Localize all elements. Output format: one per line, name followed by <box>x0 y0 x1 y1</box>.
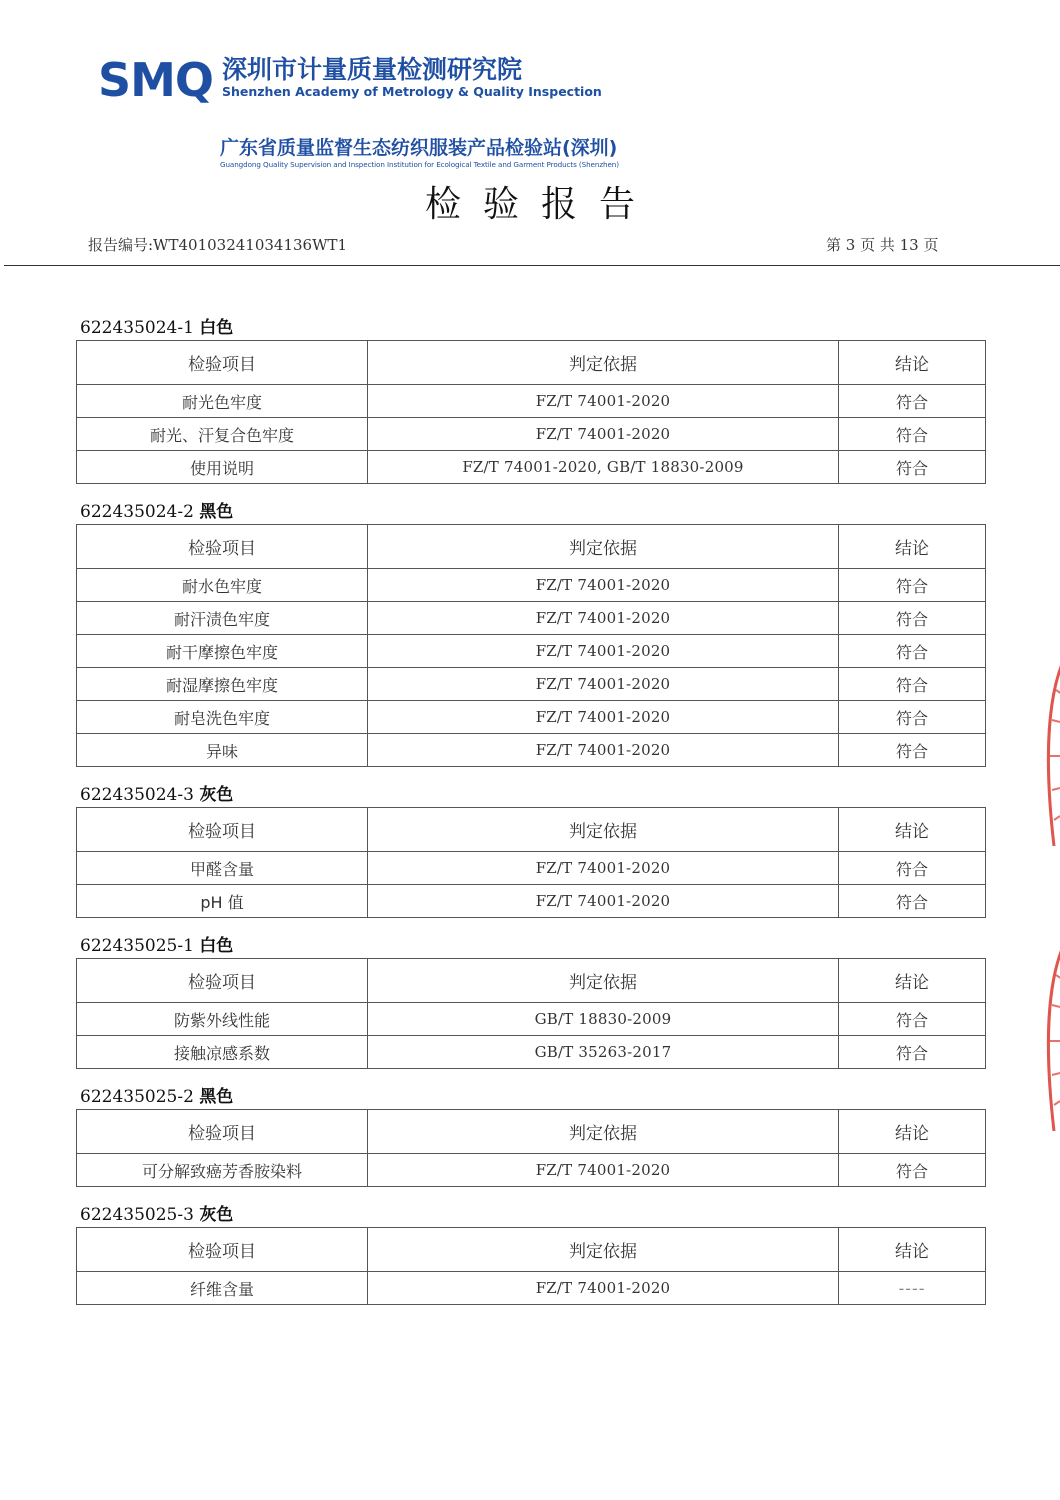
test-item-cell: 纤维含量 <box>77 1272 368 1305</box>
test-item-cell: 耐水色牢度 <box>77 569 368 602</box>
result-cell: 符合 <box>839 418 986 451</box>
table-row <box>77 885 986 918</box>
test-item-cell: 使用说明 <box>77 451 368 484</box>
table-row <box>77 1036 986 1069</box>
results-table <box>76 340 986 484</box>
sample-color: 灰色 <box>199 785 234 805</box>
report-number: 报告编号:WT40103241034136WT1 <box>88 236 348 254</box>
organization-name-cn: 深圳市计量质量检测研究院 <box>222 55 523 84</box>
section-title <box>76 316 985 340</box>
results-table <box>76 958 986 1069</box>
basis-cell: GB/T 35263-2017 <box>368 1036 839 1069</box>
results-content <box>76 316 985 1321</box>
document-title: 检验报告 <box>424 184 657 225</box>
table-row <box>77 1003 986 1036</box>
basis-cell: FZ/T 74001-2020 <box>368 734 839 767</box>
sample-color: 黑色 <box>199 1087 234 1107</box>
column-header-result: 结论 <box>839 959 986 1003</box>
result-cell: 符合 <box>839 569 986 602</box>
result-cell: 符合 <box>839 1036 986 1069</box>
results-table <box>76 1227 986 1305</box>
column-header-result: 结论 <box>839 808 986 852</box>
result-cell: 符合 <box>839 602 986 635</box>
test-item-cell: 耐光、汗复合色牢度 <box>77 418 368 451</box>
report-header <box>0 0 1060 270</box>
basis-cell: GB/T 18830-2009 <box>368 1003 839 1036</box>
basis-cell: FZ/T 74001-2020 <box>368 852 839 885</box>
table-row <box>77 668 986 701</box>
result-cell: 符合 <box>839 635 986 668</box>
test-item-cell: 耐湿摩擦色牢度 <box>77 668 368 701</box>
sample-number: 622435025-2 <box>80 1087 194 1107</box>
section-title <box>76 934 985 958</box>
table-header-row <box>77 808 986 852</box>
basis-cell: FZ/T 74001-2020 <box>368 1272 839 1305</box>
column-header-item: 检验项目 <box>77 959 368 1003</box>
result-cell: 符合 <box>839 885 986 918</box>
page-indicator: 第 3 页 共 13 页 <box>826 236 939 254</box>
result-cell: 符合 <box>839 451 986 484</box>
result-cell: 符合 <box>839 668 986 701</box>
station-name-cn: 广东省质量监督生态纺织服装产品检验站(深圳) <box>220 137 618 159</box>
column-header-item: 检验项目 <box>77 808 368 852</box>
test-item-cell: 接触凉感系数 <box>77 1036 368 1069</box>
column-header-item: 检验项目 <box>77 1110 368 1154</box>
section-title <box>76 783 985 807</box>
station-name-en: Guangdong Quality Supervision and Inspection Institution for Ecological Textile and Garment Products (Shenzhen) <box>220 160 619 169</box>
test-item-cell: 耐光色牢度 <box>77 385 368 418</box>
test-item-cell: 耐皂洗色牢度 <box>77 701 368 734</box>
basis-cell: FZ/T 74001-2020 <box>368 602 839 635</box>
column-header-result: 结论 <box>839 341 986 385</box>
table-row <box>77 1154 986 1187</box>
table-row <box>77 852 986 885</box>
column-header-basis: 判定依据 <box>368 1110 839 1154</box>
table-row <box>77 1272 986 1305</box>
results-table <box>76 1109 986 1187</box>
sample-color: 黑色 <box>199 502 234 522</box>
result-cell: 符合 <box>839 1154 986 1187</box>
sample-color: 白色 <box>199 318 234 338</box>
table-header-row <box>77 525 986 569</box>
table-row <box>77 701 986 734</box>
sample-number: 622435024-1 <box>80 318 194 338</box>
result-cell: 符合 <box>839 1003 986 1036</box>
table-row <box>77 569 986 602</box>
sample-number: 622435024-2 <box>80 502 194 522</box>
table-header-row <box>77 959 986 1003</box>
section-title <box>76 1203 985 1227</box>
seal-stamp-icon <box>1040 945 1060 1135</box>
column-header-result: 结论 <box>839 525 986 569</box>
test-item-cell: pH 值 <box>77 885 368 918</box>
result-cell: 符合 <box>839 734 986 767</box>
sample-number: 622435025-3 <box>80 1205 194 1225</box>
table-row <box>77 734 986 767</box>
column-header-basis: 判定依据 <box>368 525 839 569</box>
basis-cell: FZ/T 74001-2020 <box>368 1154 839 1187</box>
result-cell: 符合 <box>839 385 986 418</box>
column-header-basis: 判定依据 <box>368 808 839 852</box>
basis-cell: FZ/T 74001-2020, GB/T 18830-2009 <box>368 451 839 484</box>
result-cell: ---- <box>839 1272 986 1305</box>
sample-number: 622435025-1 <box>80 936 194 956</box>
section-title <box>76 500 985 524</box>
seal-stamp-fragment <box>1040 660 1060 850</box>
column-header-item: 检验项目 <box>77 525 368 569</box>
table-row <box>77 418 986 451</box>
test-item-cell: 防紫外线性能 <box>77 1003 368 1036</box>
basis-cell: FZ/T 74001-2020 <box>368 418 839 451</box>
seal-stamp-icon <box>1040 660 1060 850</box>
result-cell: 符合 <box>839 701 986 734</box>
test-item-cell: 异味 <box>77 734 368 767</box>
basis-cell: FZ/T 74001-2020 <box>368 668 839 701</box>
sample-color: 白色 <box>199 936 234 956</box>
basis-cell: FZ/T 74001-2020 <box>368 569 839 602</box>
column-header-basis: 判定依据 <box>368 1228 839 1272</box>
basis-cell: FZ/T 74001-2020 <box>368 635 839 668</box>
column-header-item: 检验项目 <box>77 1228 368 1272</box>
sample-color: 灰色 <box>199 1205 234 1225</box>
test-item-cell: 耐汗渍色牢度 <box>77 602 368 635</box>
results-table <box>76 807 986 918</box>
results-table <box>76 524 986 767</box>
table-row <box>77 385 986 418</box>
seal-stamp-fragment-lower <box>1040 945 1060 1135</box>
basis-cell: FZ/T 74001-2020 <box>368 885 839 918</box>
header-divider <box>4 265 1060 266</box>
column-header-basis: 判定依据 <box>368 341 839 385</box>
table-header-row <box>77 1228 986 1272</box>
organization-name-en: Shenzhen Academy of Metrology & Quality Inspection <box>222 84 602 99</box>
station-logo <box>220 136 619 170</box>
column-header-basis: 判定依据 <box>368 959 839 1003</box>
logo-mark: SMQ <box>98 53 214 107</box>
table-row <box>77 451 986 484</box>
sample-number: 622435024-3 <box>80 785 194 805</box>
result-cell: 符合 <box>839 852 986 885</box>
table-row <box>77 635 986 668</box>
section-title <box>76 1085 985 1109</box>
test-item-cell: 甲醛含量 <box>77 852 368 885</box>
table-header-row <box>77 1110 986 1154</box>
column-header-result: 结论 <box>839 1110 986 1154</box>
column-header-item: 检验项目 <box>77 341 368 385</box>
basis-cell: FZ/T 74001-2020 <box>368 385 839 418</box>
test-item-cell: 耐干摩擦色牢度 <box>77 635 368 668</box>
test-item-cell: 可分解致癌芳香胺染料 <box>77 1154 368 1187</box>
basis-cell: FZ/T 74001-2020 <box>368 701 839 734</box>
table-header-row <box>77 341 986 385</box>
column-header-result: 结论 <box>839 1228 986 1272</box>
table-row <box>77 602 986 635</box>
